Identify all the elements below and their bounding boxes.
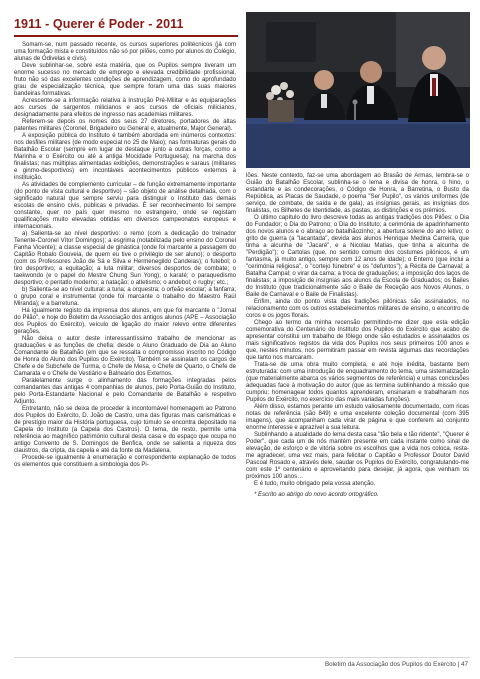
header-rule (14, 35, 238, 37)
right-column (246, 173, 469, 499)
paragraph: Deve sublinhar-se, sobre esta matéria, que os Pupilos sempre tiveram um enorme sucesso no mercado de emprego e elevada credibilidade profissional, fruto não só das excelentes condições de aprendizagem, como do aprofundado grau de especialização técnica, que sempre foram uma das suas maiores bandeiras formativas. (14, 63, 236, 97)
paragraph: Enfim, ainda do ponto vista das tradições pilónicas são assinalados, no relacionamento com os outros estabelecimentos militares de ensino, o encontro de coros e os jogos florais. (246, 299, 469, 319)
left-column (14, 42, 236, 469)
paragraph: O último capítulo do livro descreve todas as antigas tradições dos Pilões: o Dia do Fundador; o Dia do Patrono; o Dia do Instituto; a cerimónia de apadrinhamento dos novos alunos e o abraço ao batalhãozinho; a abertura solene do ano letivo; o grito de guerra (a "lacantada", devida aos alunos Henrique Medina Carreira, que tinha a alcunha de "Jacaré", e a Nicolau Matias, que tinha a alcunha de "Perdigão"); o Cartolas (que, no sentido comum dos costumes pilónicos, é um fantasma, já muito antigo, sempre com 12 anos de idade); o Enterro (que inclui a "cerimónia religiosa", o "cortejo fúnebre" e os "defuntos"); a Récita de Carnaval; a Batalha Campal; o virar da cama; a troca de graduações; a imposição dos laços de finalistas; a imposição de insígnias aos alunos da Escola de Graduados; os Bailes do Instituto (que tradicionalmente são o Baile de Receção aos Novos Alunos, o Baile de Carnaval e o Baile de Finalistas). (246, 215, 469, 298)
paragraph: Acrescente-se a informação relativa à Instrução Pré-Militar e às equiparações aos cursos de sargentos milicianos e aos cursos de oficiais milicianos, designadamente para efeitos de ingresso nas academias militares. (14, 98, 236, 118)
paragraph: Não deixa o autor deste interessantíssimo trabalho de mencionar as graduações e as funções de chefia: desde o Aluno Graduado de Dia ao Aluno Comandante de Batalhão (em que se ressalta o compromisso inscrito no Código de Honra do Aluno dos Pupilos do Exército). Também se assinalam os cargos de Chefe e de Subchefe de Turma, o Chefe de Mesa, o Chefe de Quarto, o Chefe de Camarata e o Chefe de Vestiário e Balneário dos Externos. (14, 336, 236, 377)
paragraph: Somam-se, num passado recente, os cursos superiores politécnicos (já com uma formação mista e constituídos não só por pilões, como por alunos do Colégio, alunas de Odivelas e civis). (14, 42, 236, 62)
page-footer: Boletim da Associação dos Pupilos do Exército | 47 (324, 661, 468, 668)
paragraph: lões. Neste contexto, faz-se uma abordagem ao Brasão de Armas, lembra-se o Guião do Batalhão Escolar, sublinha-se o lema e divisa de honra, o hino, o estandarte e as condecorações, o Código de Honra, a Barretina, o Busto da República, as Placas de Saudade, o poema "Ser Pupilo", os vários uniformes (de serviço, de combate, de saída e de gala), as insígnias gerais, as insígnias dos finalistas, os Bilhetes de Identidade, as pastas, as distinções e os prémios. (246, 173, 469, 214)
footer-rule (14, 657, 470, 658)
paragraph: E é tudo, muito obrigado pela vossa atenção. (254, 481, 376, 487)
paragraph: Além disso, estamos perante um estudo valiosamente documentado, com ricas notas de referência (são 849) e uma excelente coleção documental (com 395 imagens), que acompanham cada virar de página e que conferem ao conjunto enorme interesse e aprazível a sua leitura. (246, 404, 469, 431)
paragraph: Chego ao termo da minha recensão permitindo-me dizer que esta edição comemorativa do Centenário do Instituto dos Pupilos do Exército que acabo de apresentar constitui um trabalho de fôlego onde são estudados e assinalados os mais significativos registos da vida dos Pupilos nos seus primeiros 100 anos e que, nestes minutos, nos permitiram passar em revista algumas das recordações que tanto nos marcaram. (246, 320, 469, 361)
paragraph: As atividades de complemento curricular – de função extremamente importante (do ponto de vista cultural e desportivo) – são objeto de análise detalhada, com o significado natural que sempre serviu para distinguir o Instituto das demais escolas de ensino civis, públicas e privadas. É ser reconhecimento foi sempre constante, quer no país quer mesmo no estrangeiro, onde se registam qualificações muito elevadas obtidas em diversos campeonatos europeus e internacionais. (14, 182, 236, 230)
page-title: 1911 - Querer é Poder - 2011 (14, 17, 184, 31)
paragraph: Paralelamente surge o alinhamento das formações integradas pelos comandantes das antigas 4 companhias de alunos, pelo Porta-Guião do Instituto, pelo Porta-Estandarte Nacional e pelo Comandante de Batalhão e respetivo Adjunto. (14, 378, 236, 405)
header (14, 12, 239, 38)
paragraph: Há igualmente registo da imprensa dos alunos, em que foi marcante o "Jornal do Pilão", e hoje do Boletim da Associação dos antigos alunos (APE – Associação dos Pupilos do Exército), veículo de ligação do maior relevo entre diferentes gerações. (14, 308, 236, 335)
paragraph: Entretanto, não se deixa de proceder à incontornável homenagem ao Patrono dos Pupilos do Exército, D. João de Castro, uma das figuras mais carismáticas e de prestígio maior da História portuguesa, cujo túmulo se encontra depositado na Capela do Instituto (a Capela dos Castros). O tema, de resto, permite uma referência ao magnífico património cultural desta casa e do espaço que ocupa no antigo Convento de S. Domingos de Benfica, onde se salienta a riqueza dos claustros, da cripta, da capela e até da fonte da Madalena. (14, 406, 236, 454)
ceremony-photo-image (246, 12, 470, 168)
footnote: * Escrito ao abrigo do novo acordo ortográfico. (254, 492, 379, 498)
photo-caption (246, 12, 247, 13)
paragraph: A exposição pública do Instituto é também abordada em inúmeros contextos: nos desfiles militares (de modo especial no 25 de Maio); nas formaturas gerais do Batalhão Escolar (sempre em lugar de destaque junto a outras forças, como a Marinha e o Exército ou até a antiga Mocidade Portuguesa); na marcha dos finalistas; nas múltiplas alimentadas exibições, demonstrações e saraus (militares e ginmo-desportivos) em incontáveis acontecimentos públicos externos à instituição. (14, 133, 236, 181)
paragraph: b) Salienta-se ao nível cultural: a tuna; a orquestra; o orfeão escolar; a fanfarra; o grupo coral e instrumental (onde foi marcante o trabalho do Maestro Raúl Miranda); e a barretuna. (14, 287, 236, 307)
paragraph: Procede-se igualmente à enumeração e correspondente explanação de todos os elementos que constituem a simbologia dos Pi- (14, 455, 236, 468)
paragraph: Referem-se depois os nomes dos seus 27 diretores, portadores de altas patentes militares (Coronel, Brigadeiro ou General e, atualmente, Major General). (14, 119, 236, 132)
paragraph: Trata-se de uma obra muito completa, e até hoje inédita, bastante bem estruturada: com uma introdução de enquadramento do tema, uma sistematização (que materialmente abarca os vários segmentos de referência) e umas conclusões adequadas face à motivação do autor (que as termina sublinhando a missão que cumpriu: homenagear todos quantos aprenderam, ensinaram e trabalharam nos Pupilos do Exército, no exercício das mais variadas funções). (246, 362, 469, 403)
paragraph: a) Salienta-se ao nível desportivo: o remo (com a dedicação do treinador Tenente-Coronel Vítor Domingos); a esgrima (notabilizada pelo ensino do Coronel Fanha Vicente); a classe especial de ginástica (onde foi marcante a passagem do Capitão Robalo Gouveia, de quem eu tive o privilégio de ser aluno); o desporto (com os Professores João de Sá e Silva e Hermenegildo Candeias); o futebol; o tiro desportivo; a equitação; a luta militar; diversos desportos de combate; o taekwondo (e o papel do Mestre Chung Sun Yong); o karaté; o paraquedismo desportivo; o pentatlo moderno; a natação; o atletismo; o andebol; o rugby; etc.; (14, 231, 236, 286)
paragraph: Sublinhando a atualidade do lema desta casa "tão bela e tão ridente", "Querer é Poder", que cada um de nós mantém presente em cada instante como sinal de elevação, de esforço e de vitória sobre os escolhos que a vida nos coloca, resta-me agradecer, uma vez mais, para felicitar o Capitão e Professor Doutor David Pascoal Rosado e, através dele, saudar os Pupilos do Exército, congratulando-me com este 1º centenário e aproveitando para desejar, já agora, que venham os próximos 100 anos… (246, 432, 469, 480)
ceremony-photo (246, 12, 470, 168)
